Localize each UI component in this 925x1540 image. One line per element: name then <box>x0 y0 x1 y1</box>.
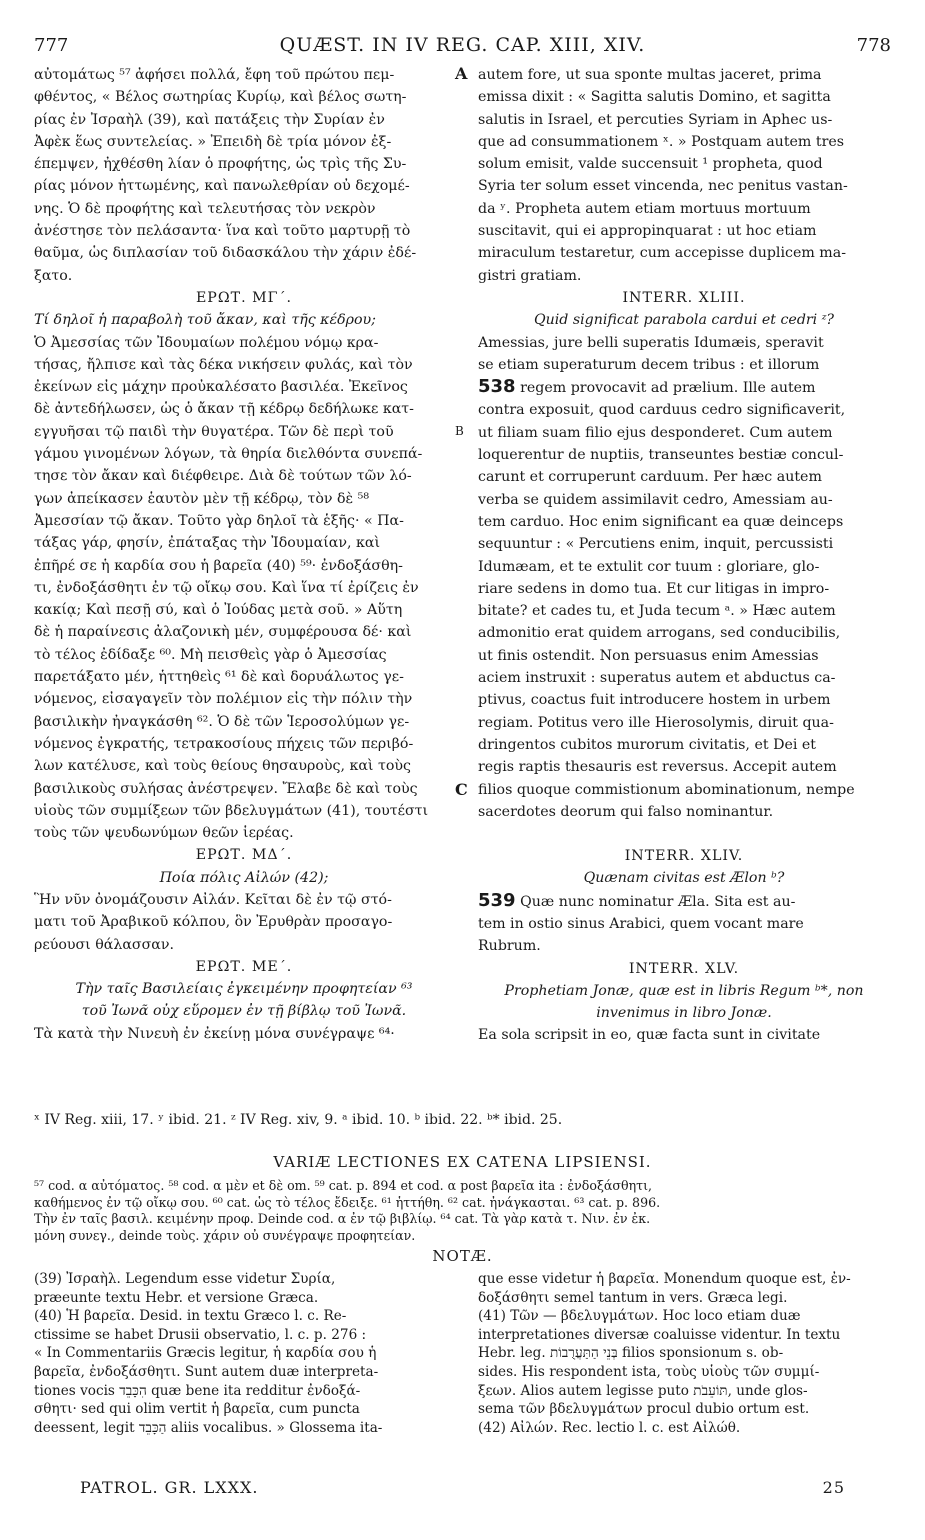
text-line: γάμου γινομένων λόγων, τὰ θηρία διελθόντα συνεπά- <box>34 446 423 463</box>
text-fragment: Quæ nunc nominatur Æla. Sita est au- <box>520 893 796 910</box>
latin-column <box>478 64 890 1047</box>
text-line: ptivus, coactus fuit introducere hostem in urbem <box>478 692 831 709</box>
text-line: δὲ ἡ παραίνεσις ἀλαζονικὴ μέν, συμφέρουσα δέ· καὶ <box>34 624 412 641</box>
text-line: κακίᾳ; Καὶ πεσῇ σύ, καὶ ὁ Ἰούδας μετὰ σοῦ. » Αὕτη <box>34 602 403 619</box>
text-line: δὲ ἀντεδήλωσεν, ὡς ὁ ἄκαν τῇ κέδρῳ δεδήλωκε κατ- <box>34 401 414 418</box>
text-line: loquerentur de nuptiis, transeuntes bestiæ concul- <box>478 447 844 464</box>
running-title: QUÆST. IN IV REG. CAP. XIII, XIV. <box>279 34 646 56</box>
notes-left-column <box>34 1270 454 1437</box>
text-fragment: regem provocavit ad prælium. Ille autem <box>520 380 816 397</box>
text-line: tem in ostio sinus Arabici, quem vocant mare <box>478 915 804 932</box>
greek-block-3 <box>34 889 454 956</box>
text-line: έπεμψεν, ἠχθέσθη λίαν ὁ προφήτης, ὡς τρὶς τῆς Συ- <box>34 156 407 173</box>
text-line: θαῦμα, ὡς διπλασίαν τοῦ διδασκάλου τὴν χάριν ἐδέ- <box>34 245 417 262</box>
note-line: (40) Ἡ βαρεῖα. Desid. in textu Græco l. c. Re- <box>34 1308 347 1325</box>
text-line: solum emisit, valde succensuit ¹ propheta, quod <box>478 156 823 173</box>
text-line: Idumæam, et te extulit cor tuum : gloriare, glo- <box>478 558 820 575</box>
note-line: « In Commentariis Græcis legitur, ἡ καρδία σου ἡ <box>34 1345 377 1362</box>
variant-line: Τὴν ἐν ταῖς βασιλ. κειμένην προφ. Deinde cod. α ἐν τῷ βιβλίῳ. ⁶⁴ cat. Τὰ γὰρ κατὰ τ. Νιν. ἐν ἐκ. <box>34 1211 651 1226</box>
text-line: παρετάξατο μέν, ἡττηθεὶς ⁶¹ δὲ καὶ δορυάλωτος γε- <box>34 669 404 686</box>
text-line: Ἀφὲκ ἕως συντελείας. » Ἐπειδὴ δὲ τρία μόνον ἐξ- <box>34 133 392 150</box>
text-line: regiam. Potitus vero ille Hierosolymis, diruit qua- <box>478 714 834 731</box>
latin-heading-44: INTERR. XLIV. <box>624 848 744 865</box>
note-line: præeunte textu Hebr. et versione Græca. <box>34 1289 319 1306</box>
variant-line: μόνη συνεγ., deinde τοὺς. χάριν οὐ συνέγραψε προφητείαν. <box>34 1227 416 1243</box>
text-line: regis raptis thesauris est reversus. Accepit autem <box>478 759 837 776</box>
latin-block-2 <box>478 332 890 824</box>
text-line: Amessias, jure belli superatis Idumæis, speravit <box>478 334 824 351</box>
note-line: (41) Τῶν — βδελυγμάτων. Hoc loco etiam duæ <box>478 1308 801 1325</box>
left-page-number: 777 <box>34 35 69 56</box>
text-line: ut filiam suam filio ejus desponderet. Cum autem <box>478 424 833 441</box>
text-line: γων ἀπείκασεν ἑαυτὸν μὲν τῇ κέδρῳ, τὸν δὲ ⁵⁸ <box>34 490 370 507</box>
text-line: τήσας, ἤλπισε καὶ τὰς δέκα νικήσειν φυλάς, καὶ τὸν <box>34 356 413 373</box>
series-signature: PATROL. GR. LXXX. <box>80 1478 259 1497</box>
text-line: contra exposuit, quod carduus cedro significaverit, <box>478 402 846 419</box>
text-line: dringentos cubitos murorum civitatis, et Dei et <box>478 736 816 753</box>
text-line: νόμενος, εἰσαγαγεῖν τὸν πολέμιον εἰς τὴν πόλιν τὴν <box>34 691 413 708</box>
column-number-539: 539 <box>478 889 516 911</box>
text-line: Ἣν νῦν ὀνομάζουσιν Αἰλάν. Κεῖται δὲ ἐν τῷ στό- <box>34 891 392 908</box>
text-line: verba se quidem assimilavit cedro, Amessiam au- <box>478 491 833 508</box>
text-line: Syria ter solum esset vincenda, nec penitus vastan- <box>478 178 848 195</box>
text-line: υἱοὺς τῶν συμμίξεων τῶν βδελυγμάτων (41), τουτέστι <box>34 802 429 819</box>
note-line: δοξάσθητι semel tantum in vers. Græca legi. <box>478 1289 788 1306</box>
text-line: νης. Ὁ δὲ προφήτης καὶ τελευτήσας τὸν νεκρὸν <box>34 200 376 217</box>
latin-question-45: invenimus in libro Jonæ. <box>596 1005 772 1022</box>
note-line: tiones vocis הִכָּבֵד quæ bene ita redditur ἐνδοξά- <box>34 1382 361 1399</box>
note-line: βαρεῖα, ἐνδοξάσθητι. Sunt autem duæ interpreta- <box>34 1363 379 1380</box>
text-line: riare sedens in domo tua. Et cur litigas in impro- <box>478 580 830 597</box>
text-line: bitate? et cades tu, et Juda tecum ᵃ. » Hæc autem <box>478 603 836 620</box>
latin-question-43: Quid significat parabola cardui et cedri ᶻ? <box>533 312 835 329</box>
text-line: ματι τοῦ Ἀραβικοῦ κόλπου, ὃν Ἐρυθρὰν προσαγο- <box>34 914 393 931</box>
text-line: βασιλικὴν ἠναγκάσθη ⁶². Ὁ δὲ τῶν Ἱεροσολύμων γε- <box>34 713 410 730</box>
note-line: sema τῶν βδελυγμάτων procul dubio ortum est. <box>478 1401 810 1418</box>
text-line: ρεύουσι θάλασσαν. <box>34 936 175 953</box>
text-line: sequuntur : « Percutiens enim, inquit, percussisti <box>478 536 834 553</box>
greek-heading-43: ΕΡΩΤ. ΜΓ΄. <box>195 289 293 306</box>
text-line: ἐκείνων εἰς μάχην προὐκαλέσατο βασιλέα. Ἐκεῖνος <box>34 379 408 396</box>
text-line: ξατο. <box>34 267 73 284</box>
note-line: Hebr. leg. בְּנֵי הַתַּעֲרֻבוֹת filios sponsionum s. ob- <box>478 1345 784 1362</box>
text-line: βασιλικοὺς συλήσας ἀνέστρεψεν. Ἔλαβε δὲ καὶ τοὺς <box>34 780 418 797</box>
text-line: ἀνέστησε τὸν πελάσαντα· ἵνα καὶ τοῦτο μαρτυρῇ τὸ <box>34 223 411 240</box>
text-line: Ἀμεσσίαν τῷ ἄκαν. Τοῦτο γὰρ δηλοῖ τὰ ἑξῆς· « Πα- <box>34 512 404 529</box>
page-footer <box>80 1478 845 1497</box>
latin-heading-45: INTERR. XLV. <box>628 960 740 977</box>
text-line: que ad consummationem ˣ. » Postquam autem tres <box>478 133 845 150</box>
latin-question-45: Prophetiam Jonæ, quæ est in libris Regum ᵇ*, non <box>504 982 864 999</box>
latin-block-1 <box>478 64 890 287</box>
text-line: Ὁ Ἀμεσσίας τῶν Ἰδουμαίων πολέμου νόμῳ κρα- <box>34 334 379 351</box>
text-line: ρίας μόνον ἡττωμένης, καὶ πανωλεθρίαν οὐ δεχομέ- <box>34 178 410 195</box>
text-line: αὐτομάτως ⁵⁷ ἀφήσει πολλά, ἔφη τοῦ πρώτου πεμ- <box>34 67 395 83</box>
margin-marker-a: A <box>455 64 468 83</box>
text-line-with-column-number <box>478 376 890 399</box>
text-line: da ʸ. Propheta autem etiam mortuus mortuum <box>478 200 811 217</box>
text-line: Ea sola scripsit in eo, quæ facta sunt in civitate <box>478 1027 821 1044</box>
text-line: τὸ τέλος ἐδίδαξε ⁶⁰. Μὴ πεισθεὶς γὰρ ὁ Ἀμεσσίας <box>34 646 387 663</box>
text-line: ut finis ostendit. Non persuasus enim Amessias <box>478 647 819 664</box>
text-line: admonitio erat quidem arrogans, sed conducibilis, <box>478 625 841 642</box>
page-header <box>34 34 891 62</box>
greek-block-2 <box>34 332 454 845</box>
text-line: Rubrum. <box>478 938 541 955</box>
note-line: σθητι· sed qui olim vertit ἡ βαρεῖα, cum puncta <box>34 1401 360 1418</box>
note-line: deessent, legit הַכָּבֵד aliis vocalibus. » Glossema ita- <box>34 1419 383 1436</box>
greek-column <box>34 64 454 1045</box>
text-line: autem fore, ut sua sponte multas jaceret, prima <box>478 67 822 83</box>
variae-title: VARIÆ LECTIONES EX CATENA LIPSIENSI. <box>273 1153 652 1171</box>
greek-block-1 <box>34 64 454 287</box>
text-line: ρίας ἐν Ἰσραὴλ (39), καὶ πατάξεις τὴν Συρίαν ἐν <box>34 111 385 128</box>
text-line: τάξας γάρ, φησίν, ἐπάταξας τὴν Ἰδουμαίαν, καὶ <box>34 535 381 552</box>
text-line: sacerdotes deorum qui falso nominantur. <box>478 803 774 820</box>
text-line: tem carduo. Hoc enim significant ea quæ deinceps <box>478 513 844 530</box>
greek-question-43: Τί δηλοῖ ἡ παραβολὴ τοῦ ἄκαν, καὶ τῆς κέδρου; <box>34 312 376 329</box>
text-line: φθέντος, « Βέλος σωτηρίας Κυρίῳ, καὶ βέλος σωτη- <box>34 89 407 106</box>
column-number-538: 538 <box>478 376 516 398</box>
text-line-with-column-number <box>478 890 890 913</box>
text-line: τησε τὸν ἄκαν καὶ διέφθειρε. Διὰ δὲ τούτων τῶν λό- <box>34 468 412 485</box>
greek-question-45: τοῦ Ἰωνᾶ οὐχ εὕρομεν ἐν τῇ βίβλῳ τοῦ Ἰωνᾶ. <box>81 1003 407 1020</box>
note-line: ctissime se habet Drusii observatio, l. c. p. 276 : <box>34 1326 367 1343</box>
text-line: ἐπῆρέ σε ἡ καρδία σου ἡ βαρεῖα (40) ⁵⁹· ἐνδοξάσθη- <box>34 557 403 574</box>
variae-lectiones <box>34 1178 891 1244</box>
text-line: aciem instruxit : superatus autem et abductus ca- <box>478 670 836 687</box>
text-line: carunt et corruperunt carduum. Per hæc autem <box>478 469 822 486</box>
note-line: ξεων. Alios autem legisse puto תּוֹעֵבֹת, unde glos- <box>478 1382 808 1399</box>
margin-marker-c: C <box>455 780 468 799</box>
text-line: suscitavit, qui ei appropinquarat : ut hoc etiam <box>478 223 817 240</box>
text-line: Τὰ κατὰ τὴν Νινευὴ ἐν ἐκείνῃ μόνα συνέγραψε ⁶⁴· <box>34 1025 395 1042</box>
text-line: miraculum testaretur, cum accepisse duplicem ma- <box>478 245 847 262</box>
text-line: se etiam superaturum decem tribus : et illorum <box>478 356 820 373</box>
greek-question-45: Τὴν ταῖς Βασιλείαις ἐγκειμένην προφητείαν ⁶³ <box>75 981 413 998</box>
text-line: emissa dixit : « Sagitta salutis Domino, et sagitta <box>478 89 831 106</box>
text-line: τοὺς τῶν ψευδωνύμων θεῶν ἱερέας. <box>34 825 294 842</box>
signature-number: 25 <box>822 1478 845 1497</box>
latin-question-44: Quænam civitas est Ælon ᵇ? <box>583 870 785 887</box>
variant-line: ⁵⁷ cod. α αὐτόματος. ⁵⁸ cod. α μὲν et δὲ om. ⁵⁹ cat. p. 894 et cod. α post βαρεῖα ita : ἐνδοξάσθητι, <box>34 1178 653 1193</box>
note-line: sides. His respondent ista, τοὺς υἱοὺς τῶν συμμί- <box>478 1363 820 1380</box>
text-line: salutis in Israel, et percuties Syriam in Aphec us- <box>478 111 833 128</box>
greek-heading-44: ΕΡΩΤ. ΜΔ΄. <box>195 847 293 864</box>
text-line: νόμενος ἐγκρατής, τετρακοσίους πήχεις τῶν περιβό- <box>34 735 414 752</box>
variant-line: καθήμενος ἐν τῷ οἴκῳ σου. ⁶⁰ cat. ὡς τὸ τέλος ἔδειξε. ⁶¹ ἡττήθη. ⁶² cat. ἠνάγκασται. ⁶³ cat. p. 896. <box>34 1194 661 1210</box>
notes-title: NOTÆ. <box>432 1247 493 1265</box>
note-line: (39) Ἰσραὴλ. Legendum esse videtur Συρία, <box>34 1271 336 1287</box>
greek-heading-45: ΕΡΩΤ. ΜΕ΄. <box>195 958 293 975</box>
greek-question-44: Ποία πόλις Αἰλών (42); <box>159 869 329 886</box>
note-line: (42) Αἰλών. Rec. lectio l. c. est Αἰλώθ. <box>478 1419 741 1436</box>
right-page-number: 778 <box>856 35 891 56</box>
text-line: εγγυῆσαι τῷ παιδὶ τὴν θυγατέρα. Τῶν δὲ περὶ τοῦ <box>34 423 394 440</box>
note-line: que esse videtur ἡ βαρεῖα. Monendum quoque est, ἐν- <box>478 1271 851 1287</box>
text-line: λων κατέλυσε, καὶ τοὺς θείους θησαυροὺς, καὶ τοὺς <box>34 758 411 775</box>
scripture-footnotes: ˣ IV Reg. xiii, 17. ʸ ibid. 21. ᶻ IV Reg. xiv, 9. ᵃ ibid. 10. ᵇ ibid. 22. ᵇ* ibid. 25. <box>34 1112 563 1128</box>
text-line: τι, ἐνδοξάσθητι ἐν τῷ οἴκῳ σου. Καὶ ἵνα τί ἐρίζεις ἐν <box>34 579 419 596</box>
notes-right-column <box>478 1270 890 1437</box>
text-line: gistri gratiam. <box>478 267 582 284</box>
text-line: filios quoque commistionum abominationum, nempe <box>478 781 855 798</box>
note-line: interpretationes diversæ coaluisse videntur. In textu <box>478 1326 841 1343</box>
latin-block-3 <box>478 890 890 958</box>
margin-marker-b: B <box>455 424 464 438</box>
latin-heading-43: INTERR. XLIII. <box>622 289 746 306</box>
